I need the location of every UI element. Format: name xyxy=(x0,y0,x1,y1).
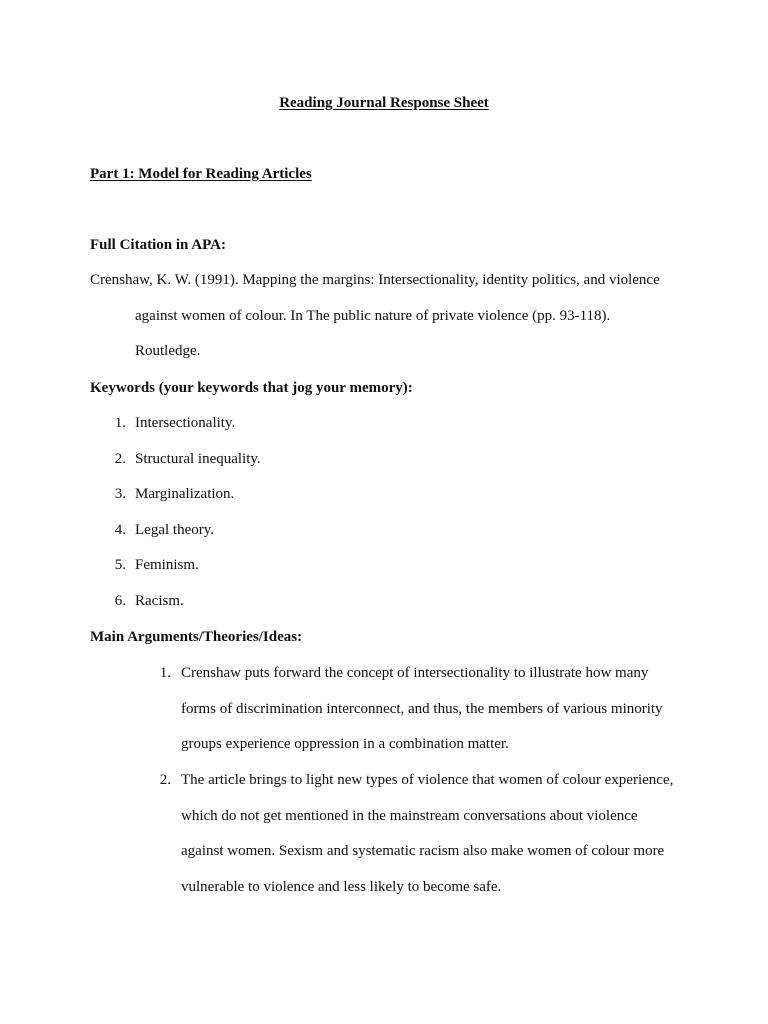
keywords-label: Keywords (your keywords that jog your memory): xyxy=(90,380,413,396)
list-number: 1. xyxy=(114,415,126,431)
list-text-line: forms of discrimination interconnect, and thus, the members of various minority xyxy=(181,701,663,717)
list-text-line: groups experience oppression in a combination matter. xyxy=(181,736,509,752)
list-text-line: which do not get mentioned in the mainstream conversations about violence xyxy=(181,808,638,824)
part1-heading: Part 1: Model for Reading Articles xyxy=(90,166,312,182)
list-number: 4. xyxy=(114,522,126,538)
citation-line: Crenshaw, K. W. (1991). Mapping the margins: Intersectionality, identity politics, and violence xyxy=(90,272,660,288)
list-text: Marginalization. xyxy=(135,486,235,502)
list-text: Feminism. xyxy=(135,557,199,573)
list-number: 2. xyxy=(159,772,171,788)
list-text: Intersectionality. xyxy=(135,415,236,431)
list-text-line: Crenshaw puts forward the concept of intersectionality to illustrate how many xyxy=(181,665,649,681)
list-text-line: The article brings to light new types of violence that women of colour experience, xyxy=(181,772,674,788)
list-text: Structural inequality. xyxy=(135,451,261,467)
list-text: Racism. xyxy=(135,593,184,609)
arguments-label: Main Arguments/Theories/Ideas: xyxy=(90,629,303,645)
citation-line: Routledge. xyxy=(135,343,201,359)
list-number: 1. xyxy=(159,665,171,681)
document-title: Reading Journal Response Sheet xyxy=(279,95,489,111)
list-text: Legal theory. xyxy=(135,522,214,538)
citation-label: Full Citation in APA: xyxy=(90,237,226,253)
list-number: 2. xyxy=(114,451,126,467)
list-number: 6. xyxy=(114,593,126,609)
citation-line: against women of colour. In The public nature of private violence (pp. 93-118). xyxy=(135,308,611,324)
list-number: 3. xyxy=(114,486,126,502)
list-number: 5. xyxy=(114,557,126,573)
list-text-line: vulnerable to violence and less likely to become safe. xyxy=(181,879,502,895)
list-text-line: against women. Sexism and systematic racism also make women of colour more xyxy=(181,843,665,859)
